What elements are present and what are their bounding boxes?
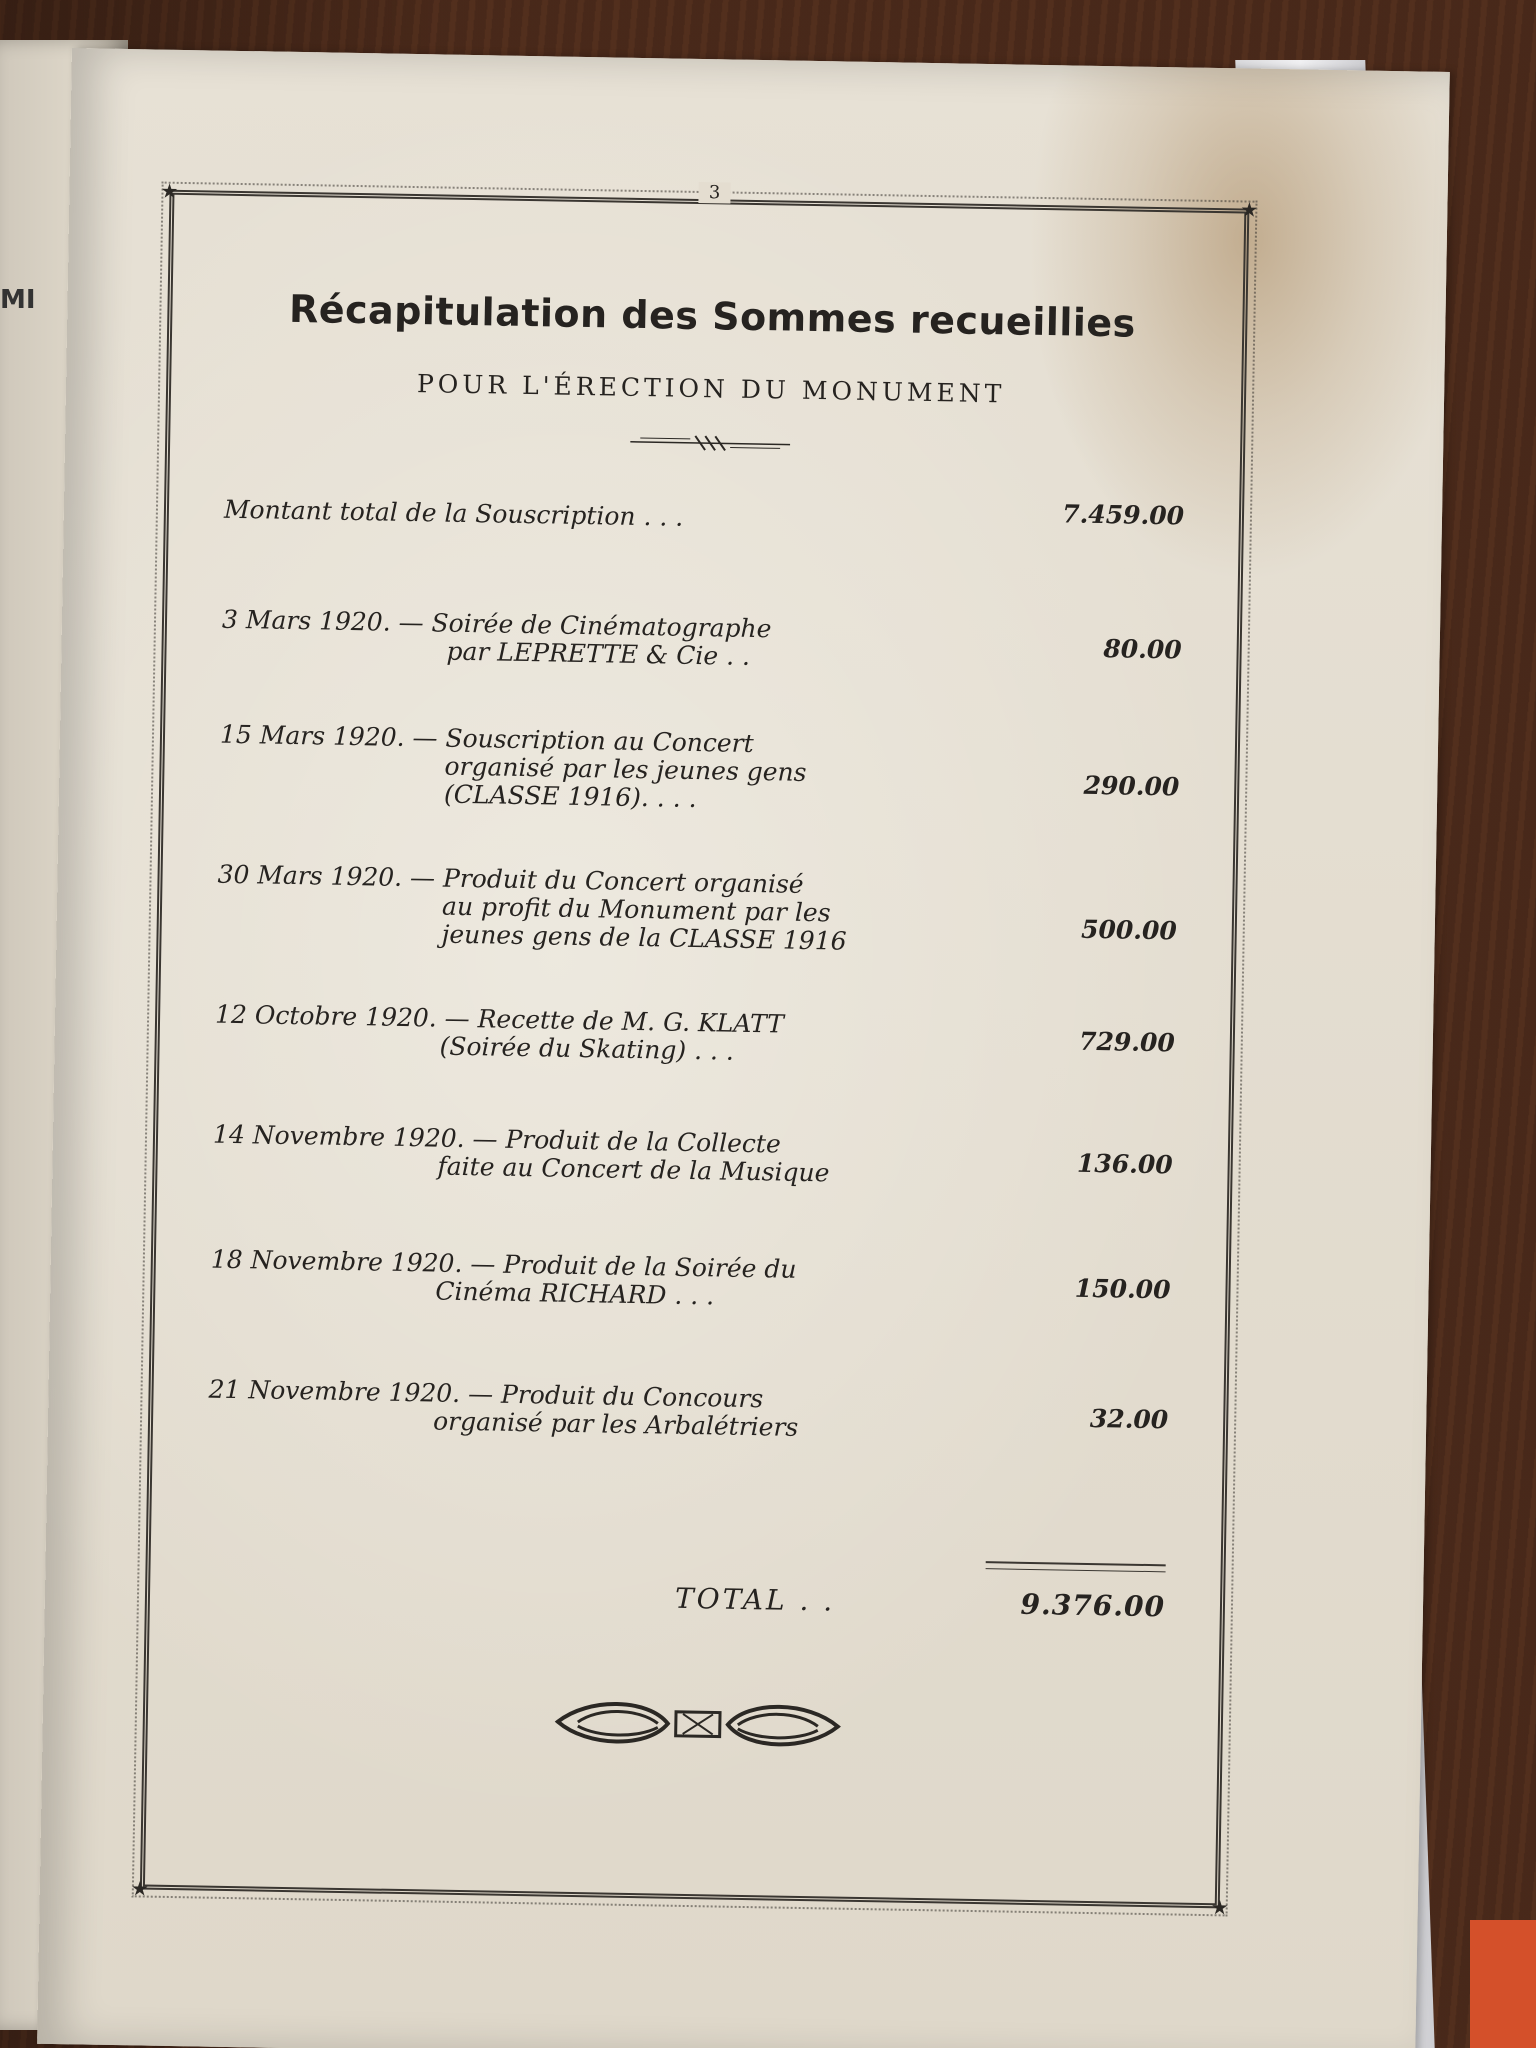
total-rule (986, 1561, 1166, 1572)
page-subtitle: POUR L'ÉRECTION DU MONUMENT (416, 369, 1006, 409)
entry-line: 3 Mars 1920. — Soirée de Cinématographe (221, 604, 772, 644)
entry-line: 21 Novembre 1920. — Produit du Concours (208, 1374, 764, 1414)
total-value: 9.376.00 (1020, 1587, 1166, 1624)
entry-line: 15 Mars 1920. — Souscription au Concert (219, 719, 754, 759)
star-ornament-icon: ★ (160, 178, 179, 203)
background-object (1470, 1920, 1536, 2048)
entry-line: Montant total de la Souscription . . . (223, 494, 684, 532)
total-row (205, 1574, 1166, 1624)
total-label: TOTAL . . (674, 1581, 836, 1618)
entry-arbaletriers (208, 1376, 1169, 1449)
page-title: Récapitulation des Sommes recueillies (288, 286, 1137, 346)
entry-recette-klatt (214, 1001, 1175, 1074)
divider-ornament-icon (630, 431, 790, 456)
entry-line: faite au Concert de la Musique (437, 1151, 830, 1188)
entry-line: par LEPRETTE & Cie . . (446, 636, 751, 671)
booklet-page (37, 48, 1450, 2048)
entry-line: organisé par les Arbalétriers (432, 1406, 799, 1442)
entry-line: (Soirée du Skating) . . . (439, 1031, 735, 1066)
entry-amount: 136.00 (1076, 1148, 1173, 1180)
entry-amount: 150.00 (1074, 1273, 1171, 1305)
entry-amount: 7.459.00 (1061, 499, 1185, 531)
left-page-text-fragment: MI (0, 285, 36, 315)
entry-souscription-concert (219, 721, 1180, 822)
page-number: 3 (174, 173, 1254, 213)
entry-produit-concert (216, 861, 1177, 962)
entry-amount: 500.00 (1080, 914, 1178, 946)
entry-amount: 290.00 (1083, 770, 1180, 802)
entry-line: au profit du Monument par les (441, 891, 831, 928)
entry-collecte (212, 1121, 1173, 1194)
decorative-border (130, 178, 1259, 1920)
entry-amount: 80.00 (1103, 634, 1182, 665)
entry-line: Cinéma RICHARD . . . (435, 1276, 715, 1311)
star-ornament-icon: ★ (1240, 197, 1259, 222)
star-ornament-icon: ★ (1210, 1895, 1229, 1920)
entry-line: (CLASSE 1916). . . . (443, 779, 697, 814)
entry-line: 18 Novembre 1920. — Produit de la Soirée du (210, 1244, 797, 1284)
entry-line: 14 Novembre 1920. — Produit de la Collecte (212, 1119, 782, 1159)
entry-cinematographe (221, 606, 1182, 679)
entry-line: 30 Mars 1920. — Produit du Concert organisé (217, 859, 804, 899)
entry-line: jeunes gens de la CLASSE 1916 (441, 919, 847, 956)
entry-amount: 729.00 (1078, 1026, 1176, 1058)
entry-line: organisé par les jeunes gens (444, 751, 807, 787)
entry-total-subscription (224, 496, 1184, 541)
entry-cinema-richard (210, 1246, 1171, 1319)
flourish-ornament-icon (547, 1692, 848, 1757)
star-ornament-icon: ★ (130, 1876, 150, 1901)
entry-line: 12 Octobre 1920. — Recette de M. G. KLATT (214, 999, 785, 1039)
entry-amount: 32.00 (1089, 1403, 1169, 1435)
